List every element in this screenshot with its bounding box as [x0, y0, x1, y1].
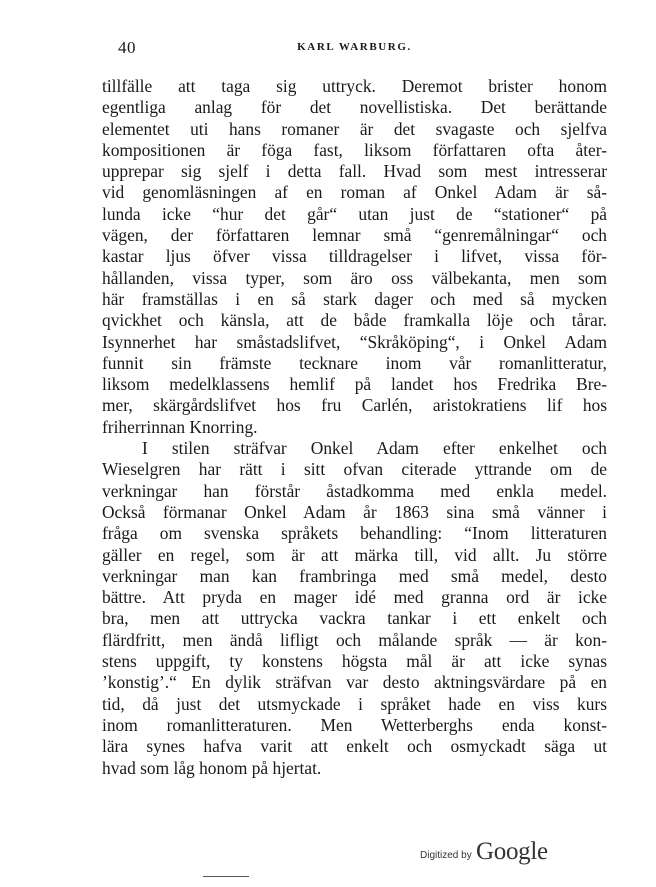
text-line: gäller en regel, som är att märka till, vid allt. Ju större	[102, 544, 607, 565]
text-line: verkningar man kan frambringa med små medel, desto	[102, 565, 607, 586]
text-line: bra, men att uttrycka vackra tankar i ett enkelt och	[102, 608, 607, 629]
text-line: tillfälle att taga sig uttryck. Deremot brister honom	[102, 76, 607, 96]
text-line: lära synes hafva varit att enkelt och osmyckadt säga ut	[102, 736, 607, 757]
body-text	[102, 76, 607, 779]
google-logo: Google	[476, 838, 548, 865]
text-line: kompositionen är föga fast, liksom författaren ofta åter-	[102, 139, 607, 160]
text-line: Isynnerhet har småstadslifvet, “Skråköping“, i Onkel Adam	[102, 331, 607, 352]
text-line: stens uppgift, ty konstens högsta mål är att icke synas	[102, 651, 607, 672]
bottom-rule	[203, 876, 249, 877]
running-head: KARL WARBURG.	[297, 41, 412, 53]
text-line: här framställas i en så stark dager och med så mycken	[102, 288, 607, 309]
text-line: mer, skärgårdslifvet hos fru Carlén, aristokratiens lif hos	[102, 395, 607, 416]
text-line: tid, då just det utsmyckade i språket hade en viss kurs	[102, 693, 607, 714]
text-line: vägen, der författaren lemnar små “genremålningar“ och	[102, 225, 607, 246]
text-line: Wieselgren har rätt i sitt ofvan citerade yttrande om de	[102, 459, 607, 480]
text-line: I stilen sträfvar Onkel Adam efter enkelhet och	[142, 438, 607, 459]
page-number: 40	[118, 38, 136, 57]
text-line: lunda icke “hur det går“ utan just de “stationer“ på	[102, 203, 607, 224]
text-line: fråga om svenska språkets behandling: “Inom litteraturen	[102, 523, 607, 544]
text-line: hvad som låg honom på hjertat.	[102, 757, 322, 778]
text-line: vid genomläsningen af en roman af Onkel Adam är så-	[102, 182, 607, 203]
text-line: funnit sin främste tecknare inom vår romanlitteratur,	[102, 352, 607, 373]
text-line: verkningar han förstår åstadkomma med enkla medel.	[102, 480, 607, 501]
text-line: ’konstig’.“ En dylik sträfvan var desto aktningsvärdare på en	[102, 672, 607, 693]
digitized-label: Digitized by	[420, 850, 472, 861]
text-line: egentliga anlag för det novellistiska. Det berättande	[102, 97, 607, 118]
digitized-by-google	[420, 838, 570, 868]
text-line: Också förmanar Onkel Adam år 1863 sina små vänner i	[102, 501, 607, 522]
text-line: upprepar sig sjelf i detta fall. Hvad som mest intresserar	[102, 161, 607, 182]
text-line: inom romanlitteraturen. Men Wetterberghs enda konst-	[102, 714, 607, 735]
text-line: bättre. Att pryda en mager idé med granna ord är icke	[102, 587, 607, 608]
text-line: elementet uti hans romaner är det svagaste och sjelfva	[102, 118, 607, 139]
text-line: kastar ljus öfver vissa tilldragelser i lifvet, vissa för-	[102, 246, 607, 267]
text-line: flärdfritt, men ändå lifligt och målande språk — är kon-	[102, 629, 607, 650]
text-line: liksom medelklassens hemlif på landet hos Fredrika Bre-	[102, 374, 607, 395]
page-header	[102, 38, 607, 58]
text-line: qvickhet och känsla, att de både framkalla löje och tårar.	[102, 310, 607, 331]
text-line: friherrinnan Knorring.	[102, 416, 258, 437]
text-line: hållanden, vissa typer, som äro oss välbekanta, men som	[102, 267, 607, 288]
